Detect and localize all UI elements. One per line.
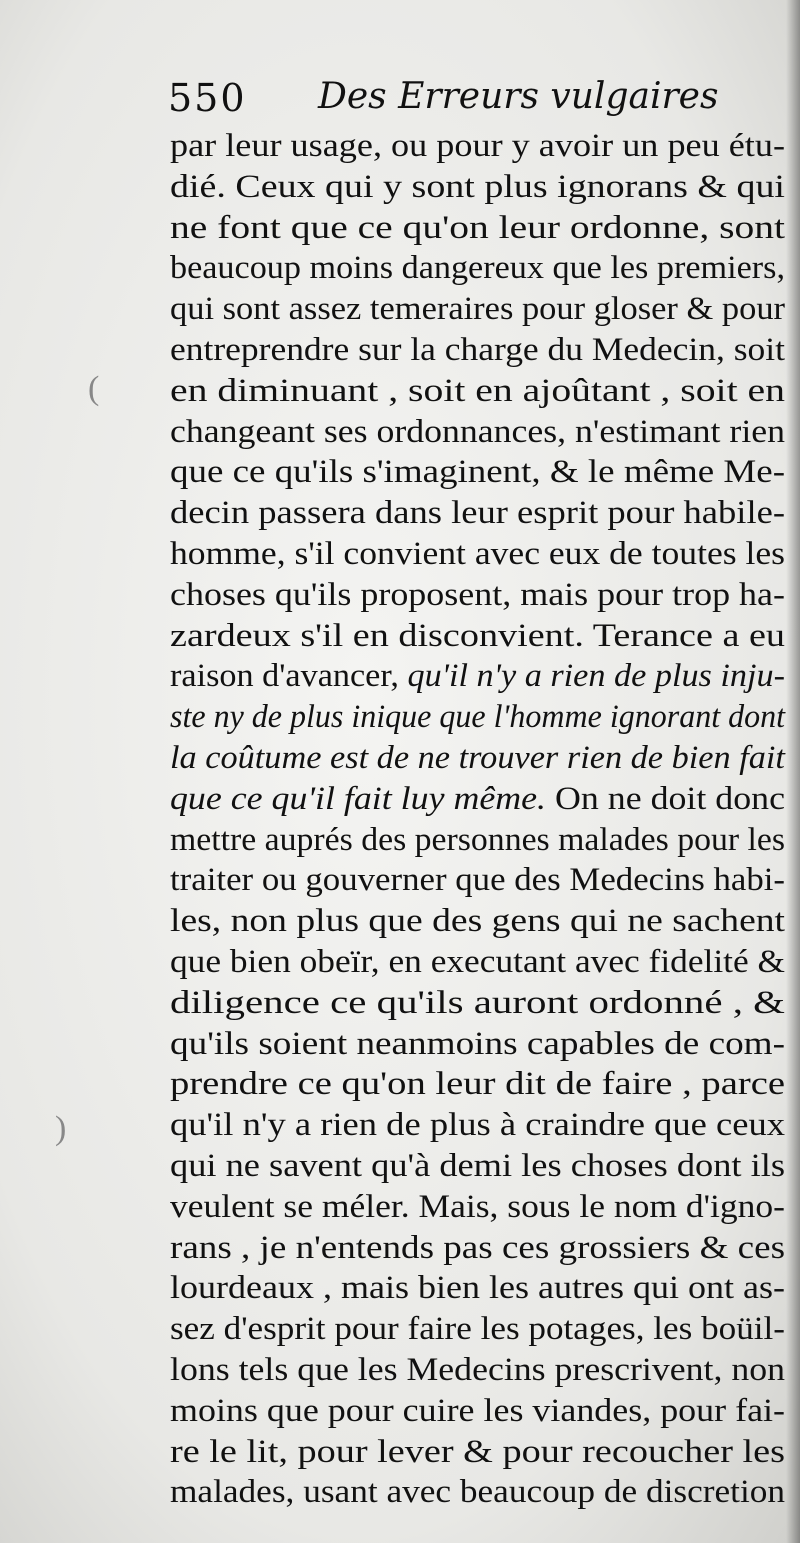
text-line xyxy=(170,779,800,820)
text-line xyxy=(170,412,800,453)
line-text: dié. Ceux qui y sont plus ignorans & qui xyxy=(170,168,785,205)
text-line xyxy=(170,1391,800,1432)
text-line xyxy=(170,575,800,616)
line-text: decin passera dans leur esprit pour habile- xyxy=(170,495,785,532)
text-line xyxy=(170,1309,800,1350)
line-text: malades, usant avec beaucoup de discretion xyxy=(170,1474,786,1511)
line-text: raison d'avancer, xyxy=(170,658,408,695)
line-text: On ne doit donc xyxy=(546,780,786,817)
line-text: par leur usage, ou pour y avoir un peu étu- xyxy=(170,128,786,164)
running-head-title: Des Erreurs vulgaires xyxy=(318,76,719,117)
quotation-text: la coûtume est de ne trouver rien de bien fait xyxy=(170,739,785,776)
margin-mark: ( xyxy=(88,370,100,407)
text-line xyxy=(170,1146,800,1187)
text-line xyxy=(170,493,800,534)
line-text: mettre auprés des personnes malades pour les xyxy=(170,821,786,858)
text-line xyxy=(170,208,800,249)
text-line xyxy=(170,942,800,983)
text-line xyxy=(170,983,800,1024)
line-text: veulent se méler. Mais, sous le nom d'igno- xyxy=(170,1188,785,1225)
line-text: homme, s'il convient avec eux de toutes les xyxy=(170,535,786,572)
text-line xyxy=(170,860,800,901)
margin-mark: ) xyxy=(55,1110,67,1147)
text-line xyxy=(170,697,786,738)
line-text: beaucoup moins dangereux que les premiers, xyxy=(170,250,786,287)
line-text: diligence ce qu'ils auront ordonné , & xyxy=(170,984,785,1021)
text-line xyxy=(170,534,800,575)
text-line xyxy=(170,330,800,371)
line-text: re le lit, pour lever & pour recoucher les xyxy=(170,1433,785,1470)
line-text: lourdeaux , mais bien les autres qui ont as- xyxy=(170,1270,786,1307)
text-line xyxy=(170,1472,800,1513)
text-line xyxy=(170,248,800,289)
text-line xyxy=(170,738,800,779)
quotation-text: qu'il n'y a rien de plus inju- xyxy=(407,658,786,695)
text-line xyxy=(170,126,800,167)
text-line xyxy=(170,1187,800,1228)
line-text: entreprendre sur la charge du Medecin, soit xyxy=(170,331,786,368)
line-text: sez d'esprit pour faire les potages, les boüil- xyxy=(170,1311,785,1348)
text-line xyxy=(170,1432,800,1473)
line-text: changeant ses ordonnances, n'estimant rien xyxy=(170,413,786,450)
running-head xyxy=(168,70,728,124)
line-text: que ce qu'ils s'imaginent, & le même Me- xyxy=(170,454,786,491)
text-line xyxy=(170,1105,800,1146)
text-line xyxy=(170,1024,800,1065)
line-text: choses qu'ils proposent, mais pour trop ha- xyxy=(170,576,786,613)
text-line xyxy=(170,452,800,493)
line-text: rans , je n'entends pas ces grossiers & ces xyxy=(170,1229,786,1266)
text-line xyxy=(170,1268,800,1309)
line-text: qu'ils soient neanmoins capables de com- xyxy=(170,1025,785,1062)
line-text: zardeux s'il en disconvient. Terance a eu xyxy=(170,617,786,654)
page-number: 550 xyxy=(168,76,247,120)
line-text: que bien obeïr, en executant avec fidelité & xyxy=(170,943,786,980)
text-line xyxy=(170,1228,800,1269)
text-line xyxy=(170,1350,800,1391)
line-text: prendre ce qu'on leur dit de faire , parce xyxy=(170,1066,786,1103)
line-text: ne font que ce qu'on leur ordonne, sont xyxy=(170,209,786,246)
line-text: moins que pour cuire les viandes, pour fai- xyxy=(170,1392,785,1429)
line-text: lons tels que les Medecins prescrivent, non xyxy=(170,1351,786,1388)
line-text: traiter ou gouverner que des Medecins habi- xyxy=(170,862,786,899)
line-text: qu'il n'y a rien de plus à craindre que ceux xyxy=(170,1107,786,1144)
text-line xyxy=(170,820,800,861)
text-line xyxy=(170,1064,800,1105)
text-line xyxy=(170,656,800,697)
line-text: les, non plus que des gens qui ne sachent xyxy=(170,903,786,940)
text-line xyxy=(170,289,800,330)
line-text: qui sont assez temeraires pour gloser & pour xyxy=(170,291,786,328)
text-line xyxy=(170,616,800,657)
line-text: qui ne savent qu'à demi les choses dont ils xyxy=(170,1147,786,1184)
quotation-text: ste ny de plus inique que l'homme ignorant dont xyxy=(170,699,786,736)
body-text xyxy=(170,126,790,1513)
line-text: en diminuant , soit en ajoûtant , soit en xyxy=(170,372,785,409)
text-line xyxy=(170,167,800,208)
text-line xyxy=(170,901,800,942)
quotation-text: que ce qu'il fait luy même. xyxy=(170,780,547,817)
text-line xyxy=(170,371,800,412)
